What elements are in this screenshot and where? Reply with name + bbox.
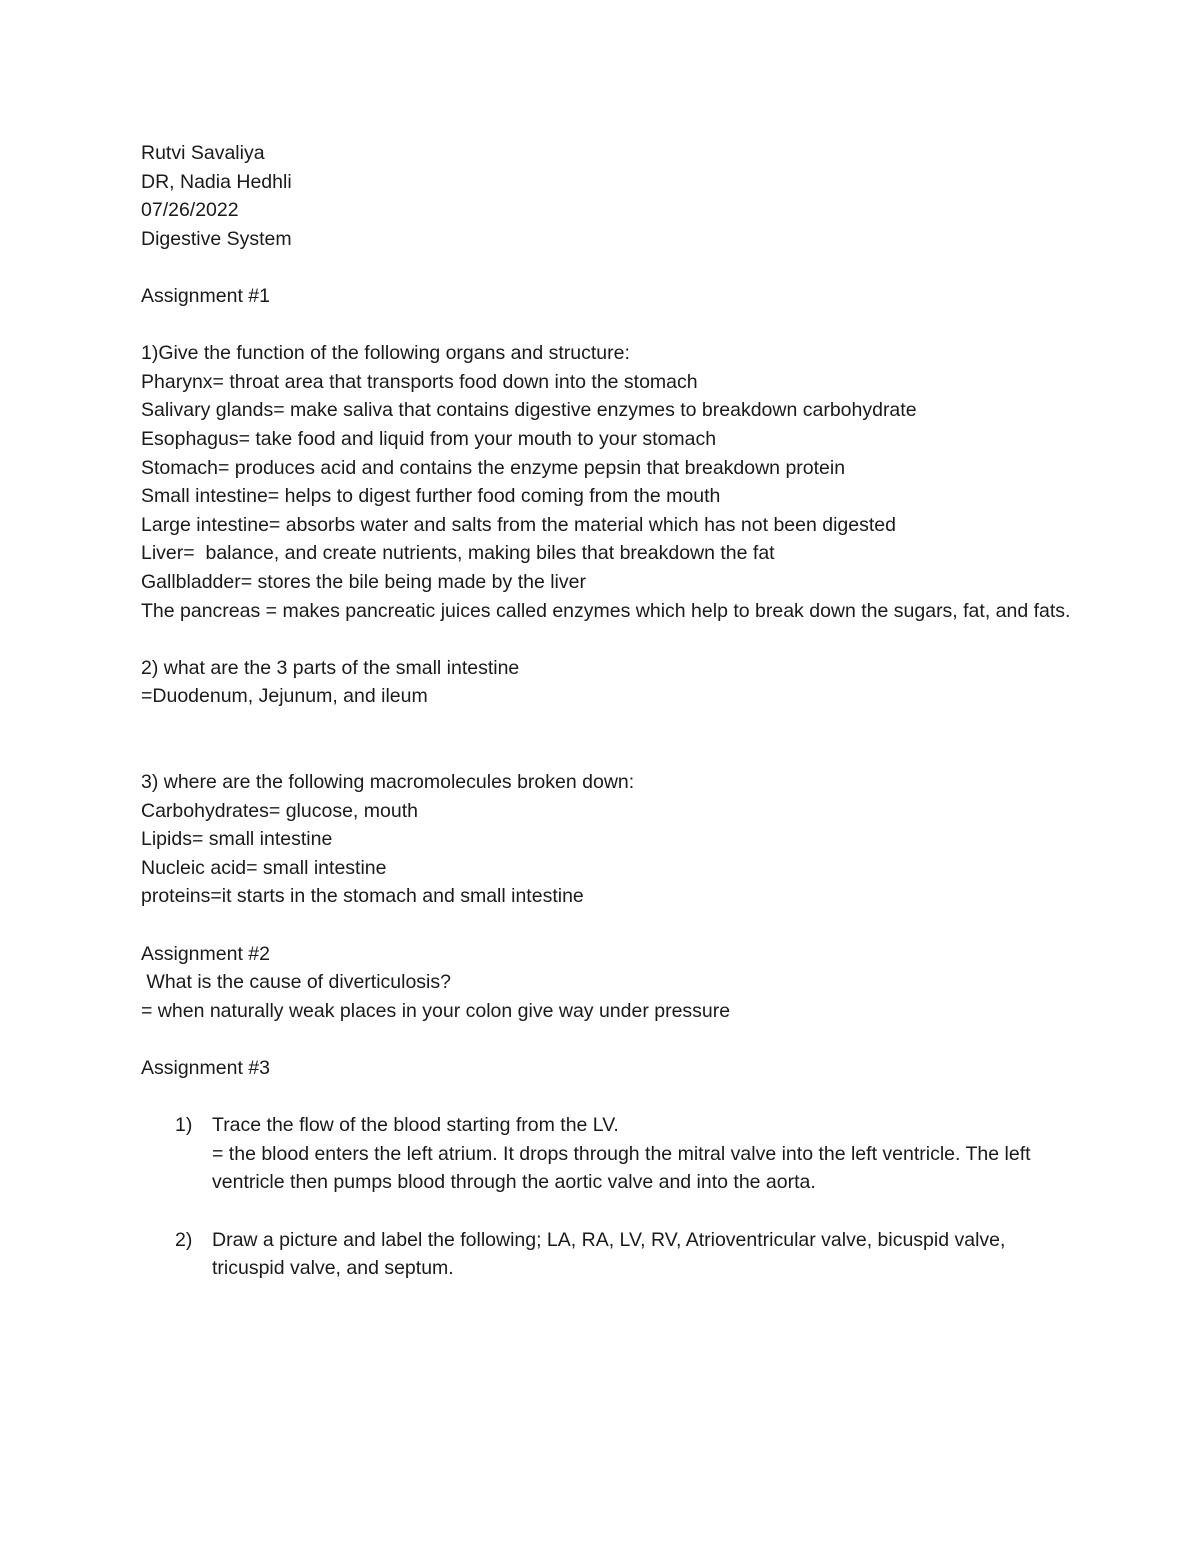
assignment-1-heading: Assignment #1 — [141, 284, 270, 307]
question-2-prompt: 2) what are the 3 parts of the small intestine — [141, 656, 520, 679]
answer-pancreas: The pancreas = makes pancreatic juices called enzymes which help to break down the sugars, fat, and fats. — [141, 599, 1071, 622]
list-number: 1) — [175, 1114, 193, 1137]
list-number: 2) — [175, 1228, 193, 1251]
question-1-prompt: 1)Give the function of the following organs and structure: — [141, 342, 630, 365]
answer-gallbladder: Gallbladder= stores the bile being made by the liver — [141, 570, 586, 593]
answer-liver: Liver= balance, and create nutrients, making biles that breakdown the fat — [141, 542, 775, 565]
answer-pharynx: Pharynx= throat area that transports food down into the stomach — [141, 370, 698, 393]
answer-small-intestine: Small intestine= helps to digest further food coming from the mouth — [141, 485, 721, 508]
answer-stomach: Stomach= produces acid and contains the enzyme pepsin that breakdown protein — [141, 456, 846, 479]
answer-esophagus: Esophagus= take food and liquid from your mouth to your stomach — [141, 427, 717, 450]
document-page — [141, 139, 1081, 1283]
answer-proteins: proteins=it starts in the stomach and small intestine — [141, 885, 584, 908]
answer-nucleic-acid: Nucleic acid= small intestine — [141, 856, 387, 879]
list-item — [141, 1226, 1081, 1283]
assignment-2-question: What is the cause of diverticulosis? — [141, 971, 451, 994]
assignment-2-heading: Assignment #2 — [141, 942, 270, 965]
answer-carbohydrates: Carbohydrates= glucose, mouth — [141, 799, 418, 822]
author-name: Rutvi Savaliya — [141, 142, 265, 164]
question-2-answer: =Duodenum, Jejunum, and ileum — [141, 685, 428, 708]
assignment-3-answer-1: = the blood enters the left atrium. It drops through the mitral valve into the left ventricle. The left ventricle then pumps blood through the aortic valve and into the aorta. — [212, 1142, 1036, 1194]
list-item — [141, 1111, 1081, 1197]
question-3-prompt: 3) where are the following macromolecules broken down: — [141, 771, 635, 794]
answer-salivary-glands: Salivary glands= make saliva that contains digestive enzymes to breakdown carbohydrate — [141, 399, 917, 422]
document-date: 07/26/2022 — [141, 199, 239, 222]
document-topic: Digestive System — [141, 227, 292, 250]
assignment-3-question-1: Trace the flow of the blood starting from the LV. — [212, 1114, 619, 1137]
instructor-name: DR, Nadia Hedhli — [141, 170, 292, 193]
assignment-3-question-2: Draw a picture and label the following; LA, RA, LV, RV, Atrioventricular valve, bicuspid valve, tricuspid valve, and septum. — [212, 1228, 1011, 1280]
assignment-3-heading: Assignment #3 — [141, 1057, 270, 1079]
answer-large-intestine: Large intestine= absorbs water and salts from the material which has not been digested — [141, 513, 896, 536]
answer-lipids: Lipids= small intestine — [141, 828, 333, 851]
assignment-2-answer: = when naturally weak places in your colon give way under pressure — [141, 999, 731, 1022]
